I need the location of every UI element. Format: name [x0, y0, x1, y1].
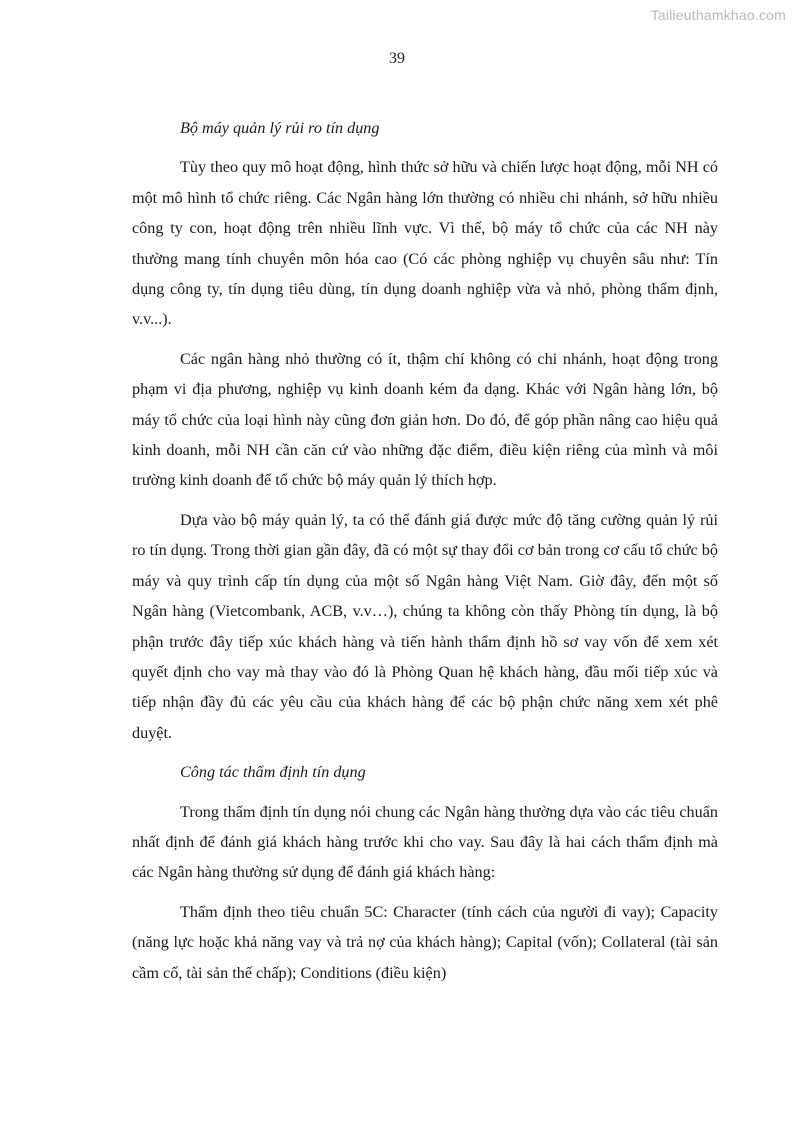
section-heading-credit-risk-apparatus: Bộ máy quản lý rủi ro tín dụng [180, 119, 380, 137]
paragraph: Thẩm định theo tiêu chuẩn 5C: Character (tính cách của người đi vay); Capacity (năng lực hoặc khả năng vay và trả nợ của khách hàng); Capital (vốn); Collateral (tài sản cầm cố, tài sản thế chấp); Conditions (điều kiện) [132, 902, 718, 982]
paragraph: Trong thẩm định tín dụng nói chung các Ngân hàng thường dựa vào các tiêu chuẩn nhất định để đánh giá khách hàng trước khi cho vay. Sau đây là hai cách thẩm định mà các Ngân hàng thường sử dụng để đánh giá khách hàng: [132, 802, 718, 882]
paragraph: Tùy theo quy mô hoạt động, hình thức sở hữu và chiến lược hoạt động, mỗi NH có một mô hình tổ chức riêng. Các Ngân hàng lớn thường có nhiều chi nhánh, sở hữu nhiều công ty con, hoạt động trên nhiều lĩnh vực. Vì thế, bộ máy tổ chức của các NH này thường mang tính chuyên môn hóa cao (Có các phòng nghiệp vụ chuyên sâu như: Tín dụng công ty, tín dụng tiêu dùng, tín dụng doanh nghiệp vừa và nhỏ, phòng thẩm định, v.v...). [132, 158, 718, 329]
section-heading-credit-appraisal: Công tác thẩm định tín dụng [180, 763, 366, 782]
paragraph: Dựa vào bộ máy quản lý, ta có thể đánh giá được mức độ tăng cường quản lý rủi ro tín dụng. Trong thời gian gần đây, đã có một sự thay đổi cơ bản trong cơ cấu tổ chức bộ máy và quy trình cấp tín dụng của một số Ngân hàng Việt Nam. Giờ đây, đến một số Ngân hàng (Vietcombank, ACB, v.v…), chúng ta không còn thấy Phòng tín dụng, là bộ phận trước đây tiếp xúc khách hàng và tiến hành thẩm định hồ sơ vay vốn để xem xét quyết định cho vay mà thay vào đó là Phòng Quan hệ khách hàng, đầu mối tiếp xúc và tiếp nhận đầy đủ các yêu cầu của khách hàng để các bộ phận chức năng xem xét phê duyệt. [132, 510, 718, 742]
page-number: 39 [389, 50, 405, 67]
document-body [132, 113, 718, 997]
watermark: Tailieuthamkhao.com [650, 7, 786, 23]
paragraph: Các ngân hàng nhỏ thường có ít, thậm chí không có chi nhánh, hoạt động trong phạm vi địa phương, nghiệp vụ kinh doanh kém đa dạng. Khác với Ngân hàng lớn, bộ máy tổ chức của loại hình này cũng đơn giản hơn. Do đó, để góp phần nâng cao hiệu quả kinh doanh, mỗi NH cần căn cứ vào những đặc điểm, điều kiện riêng của mình và môi trường kinh doanh để tổ chức bộ máy quản lý thích hợp. [132, 349, 718, 490]
